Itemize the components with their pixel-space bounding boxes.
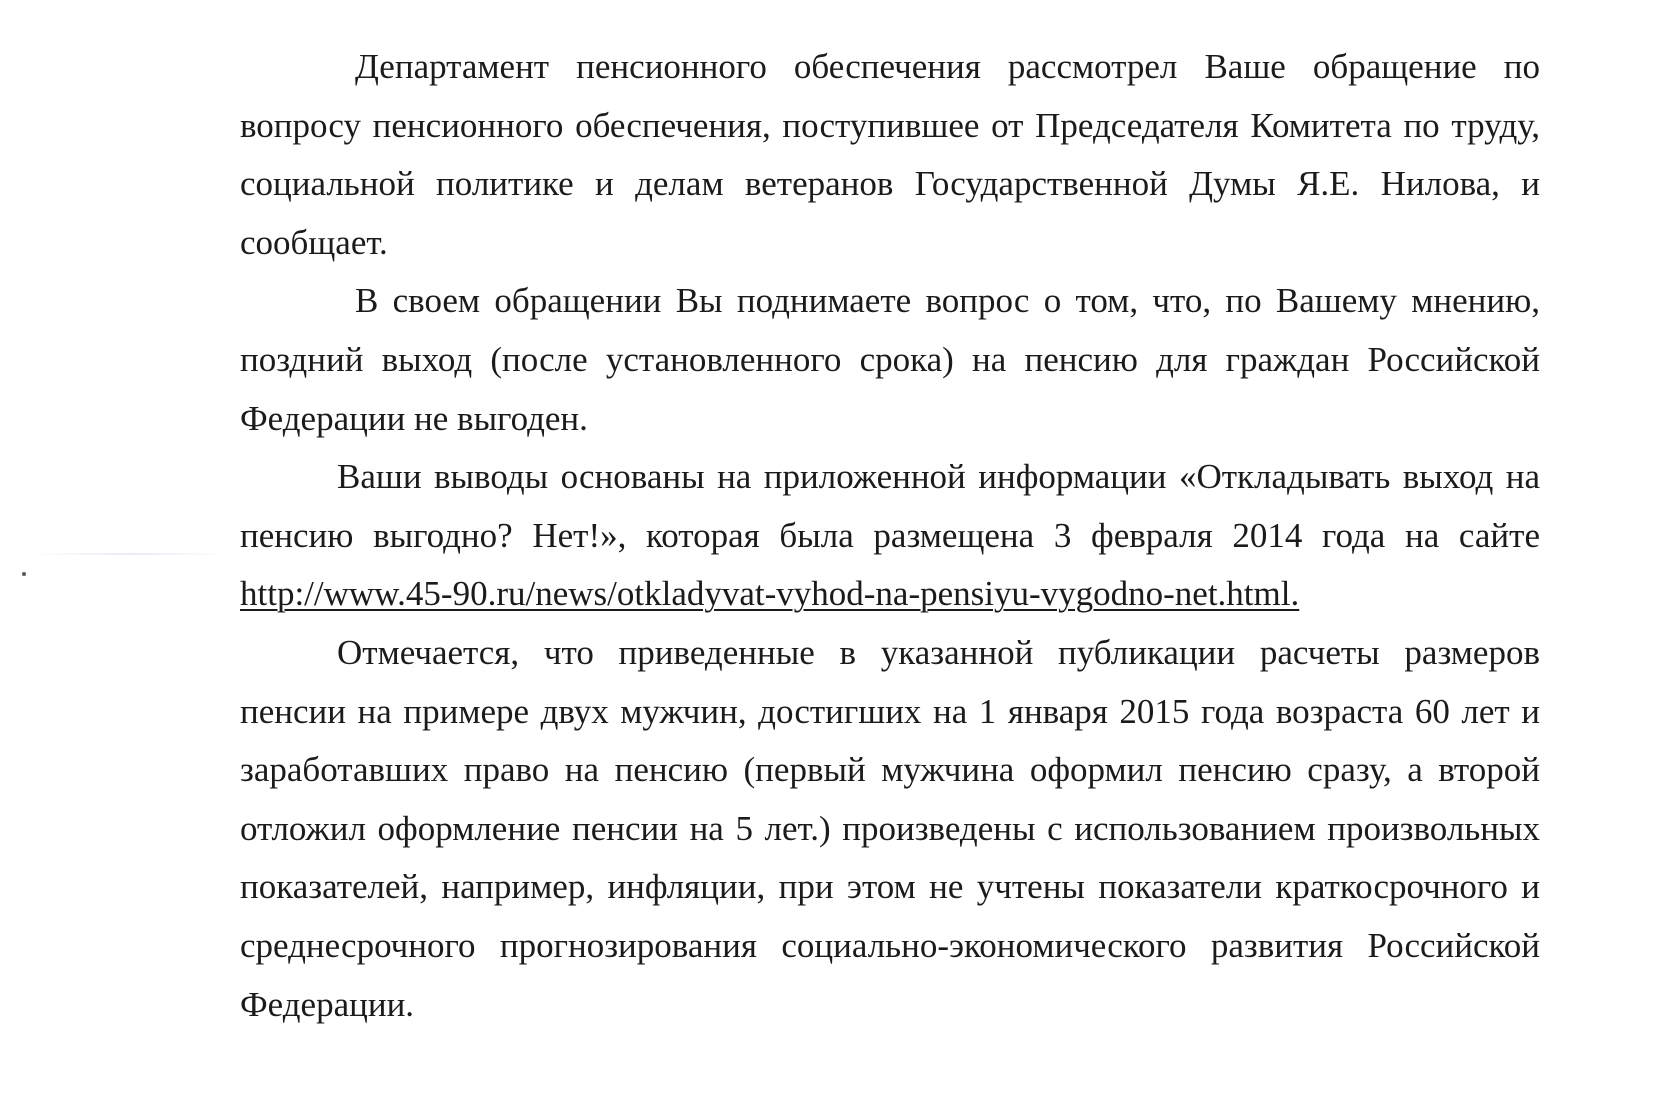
paragraph-calculation-critique: Отмечается, что приведенные в указанной публикации расчеты размеров пенсии на примере двух мужчин, достигших на 1 января 2015 года возраста 60 лет и заработавших право на пенсию (первый мужчина оформил пенсию сразу, а второй отложил оформление пенсии на 5 лет.) произведены с использованием произвольных показателей, например, инфляции, при этом не учтены показатели краткосрочного и среднесрочного прогнозирования социально-экономического развития Российской Федерации. (240, 632, 1540, 1024)
source-reference-text: Ваши выводы основаны на приложенной информации «Откладывать выход на пенсию выгодно? Нет!», которая была размещена 3 февраля 2014 года на сайте (240, 457, 1540, 555)
letter-body (240, 38, 1540, 1034)
paragraph-reply-intro: Департамент пенсионного обеспечения рассмотрел Ваше обращение по вопросу пенсионного обеспечения, поступившее от Председателя Комитета по труду, социальной политике и делам ветеранов Государственной Думы Я.Е. Нилова, и сообщает. (240, 47, 1540, 262)
paragraph-appeal-summary: В своем обращении Вы поднимаете вопрос о том, что, по Вашему мнению, поздний выход (после установленного срока) на пенсию для граждан Российской Федерации не выгоден. (240, 281, 1540, 438)
scan-speck (22, 572, 26, 576)
paragraph-source-reference (240, 448, 1540, 624)
scan-streak (30, 553, 230, 555)
source-article-link[interactable]: http://www.45-90.ru/news/otkladyvat-vyhod-na-pensiyu-vygodno-net.html. (240, 574, 1300, 614)
